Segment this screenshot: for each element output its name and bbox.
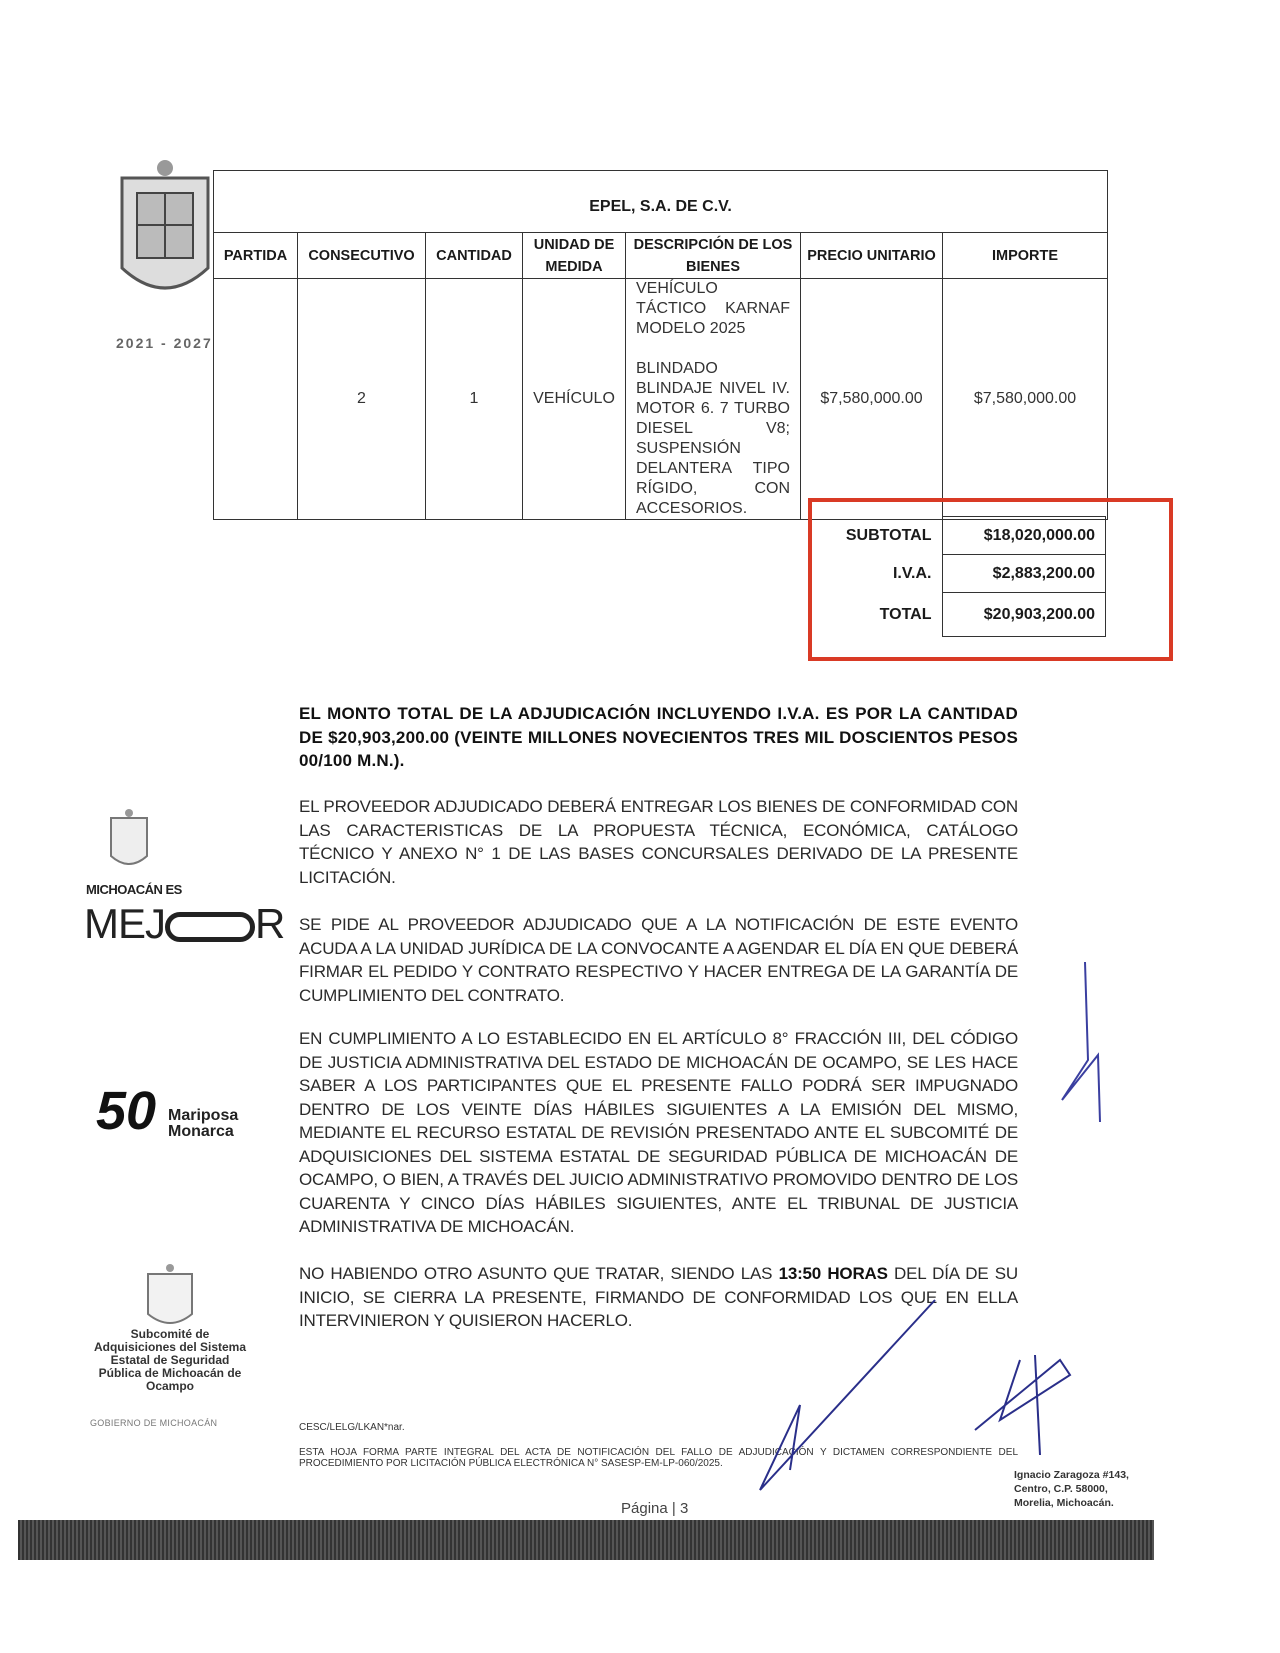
mejor-logo-r: R (255, 900, 285, 947)
paragraph-closing (299, 1262, 1018, 1333)
mejor-logo-main (84, 900, 284, 948)
gobierno-text: GOBIERNO DE MICHOACÁN (90, 1418, 218, 1428)
mariposa-logo-text (168, 1108, 238, 1140)
cell-unidad: VEHÍCULO (523, 279, 626, 520)
col-consecutivo: CONSECUTIVO (298, 233, 426, 279)
footer-note: ESTA HOJA FORMA PARTE INTEGRAL DEL ACTA DE NOTIFICACIÓN DEL FALLO DE ADJUDICACIÓN Y DICTAMEN CORRESPONDIENTE DEL PROCEDIMIENTO POR LICITACIÓN PÚBLICA ELECTRÓNICA N° SASESP-EM-LP-060/2025. (299, 1447, 1018, 1469)
signature-right-margin (1062, 962, 1100, 1122)
mariposa-text: Mariposa (168, 1107, 239, 1124)
highlight-box (808, 498, 1173, 661)
cell-descripcion (626, 279, 801, 520)
col-cantidad: CANTIDAD (426, 233, 523, 279)
col-partida: PARTIDA (214, 233, 298, 279)
company-name: EPEL, S.A. DE C.V. (214, 171, 1108, 233)
subcomite-coat-of-arms-icon (144, 1262, 196, 1330)
coat-of-arms-logo (112, 158, 218, 318)
closing-text-a: NO HABIENDO OTRO ASUNTO QUE TRATAR, SIENDO LAS (299, 1264, 779, 1283)
address-line-1: Ignacio Zaragoza #143, (1014, 1469, 1129, 1481)
signature-right (975, 1355, 1070, 1455)
paragraph-delivery: EL PROVEEDOR ADJUDICADO DEBERÁ ENTREGAR LOS BIENES DE CONFORMIDAD CON LAS CARACTERISTICAS DE LA PROPUESTA TÉCNICA, ECONÓMICA, CATÁLOGO TÉCNICO Y ANEXO N° 1 DE LAS BASES CONCURSALES DERIVADO DE LA PRESENTE LICITACIÓN. (299, 797, 1018, 887)
subtotal-label: SUBTOTAL (845, 526, 932, 544)
descripcion-line-1: VEHÍCULO TÁCTICO KARNAF MODELO 2025 (636, 280, 790, 337)
cell-consecutivo: 2 (298, 279, 426, 520)
subcomite-text: Subcomité de Adquisiciones del Sistema Estatal de Seguridad Pública de Michoacán de Ocampo (93, 1327, 247, 1393)
cell-importe: $7,580,000.00 (943, 279, 1108, 520)
iva-label: I.V.A. (892, 564, 932, 582)
items-table (213, 170, 1108, 520)
col-importe: IMPORTE (943, 233, 1108, 279)
total-label: TOTAL (879, 605, 932, 623)
paragraph-notification: SE PIDE AL PROVEEDOR ADJUDICADO QUE A LA NOTIFICACIÓN DE ESTE EVENTO ACUDA A LA UNIDAD JURÍDICA DE LA CONVOCANTE A AGENDAR EL DÍA EN QUE DEBERÁ FIRMAR EL PEDIDO Y CONTRATO RESPECTIVO Y HACER ENTREGA DE LA GARANTÍA DE CUMPLIMIENTO DEL CONTRATO. (299, 915, 1018, 1005)
cell-partida (214, 279, 298, 520)
cell-precio: $7,580,000.00 (801, 279, 943, 520)
monarca-text: Monarca (168, 1123, 234, 1140)
mejor-logo-mej: MEJ (84, 900, 165, 947)
paragraph-total-amount: EL MONTO TOTAL DE LA ADJUDICACIÓN INCLUYENDO I.V.A. ES POR LA CANTIDAD DE $20,903,200.00 (VEINTE MILLONES NOVECIENTOS TRES MIL DOSCIENTOS PESOS 00/100 M.N.). (299, 704, 1018, 770)
paragraph-legal: EN CUMPLIMIENTO A LO ESTABLECIDO EN EL ARTÍCULO 8° FRACCIÓN III, DEL CÓDIGO DE JUSTICIA ADMINISTRATIVA DEL ESTADO DE MICHOACÁN DE OCAMPO, SE LES HACE SABER A LOS PARTICIPANTES QUE EL PRESENTE FALLO PODRÁ SER IMPUGNADO DENTRO DE LOS VEINTE DÍAS HÁBILES SIGUIENTES A LA EMISIÓN DEL MISMO, MEDIANTE EL RECURSO ESTATAL DE REVISIÓN PRESENTADO ANTE EL SUBCOMITÉ DE ADQUISICIONES DEL SISTEMA ESTATAL DE SEGURIDAD PÚBLICA DE MICHOACÁN DE OCAMPO, O BIEN, A TRAVÉS DEL JUICIO ADMINISTRATIVO PROMOVIDO DENTRO DE LOS CUARENTA Y CINCO DÍAS HÁBILES SIGUIENTES, ANTE EL TRIBUNAL DE JUSTICIA ADMINISTRATIVA DE MICHOACÁN. (299, 1029, 1018, 1236)
small-coat-of-arms-icon (108, 808, 150, 872)
bottom-bar (18, 1520, 1154, 1560)
closing-time: 13:50 HORAS (778, 1264, 888, 1283)
address-line-2: Centro, C.P. 58000, (1014, 1483, 1108, 1495)
closing-text-b: DEL DÍA DE SU INICIO, SE CIERRA LA PRESENTE, FIRMANDO DE CONFORMIDAD LOS QUE EN ELLA INTERVINIERON Y QUISIERON HACERLO. (299, 1264, 1018, 1330)
fifty-logo: 50 (96, 1081, 157, 1141)
mejor-logo-top: MICHOACÁN ES (86, 882, 182, 897)
iva-value: $2,883,200.00 (942, 555, 1106, 593)
page-number: Página | 3 (621, 1500, 689, 1517)
footer-initials: CESC/LELG/LKAN*nar. (299, 1422, 405, 1433)
total-value: $20,903,200.00 (942, 593, 1106, 637)
col-precio: PRECIO UNITARIO (801, 233, 943, 279)
table-row (214, 279, 1108, 520)
descripcion-line-2: BLINDADO BLINDAJE NIVEL IV. MOTOR 6. 7 TURBO DIESEL V8; SUSPENSIÓN DELANTERA TIPO RÍGIDO, CON ACCESORIOS. (636, 360, 790, 517)
subtotal-value: $18,020,000.00 (942, 517, 1106, 555)
cell-cantidad: 1 (426, 279, 523, 520)
address (1014, 1468, 1129, 1510)
period-years: 2021 - 2027 (116, 335, 213, 351)
col-unidad: UNIDAD DE MEDIDA (523, 233, 626, 279)
col-descripcion: DESCRIPCIÓN DE LOS BIENES (626, 233, 801, 279)
address-line-3: Morelia, Michoacán. (1014, 1497, 1114, 1509)
